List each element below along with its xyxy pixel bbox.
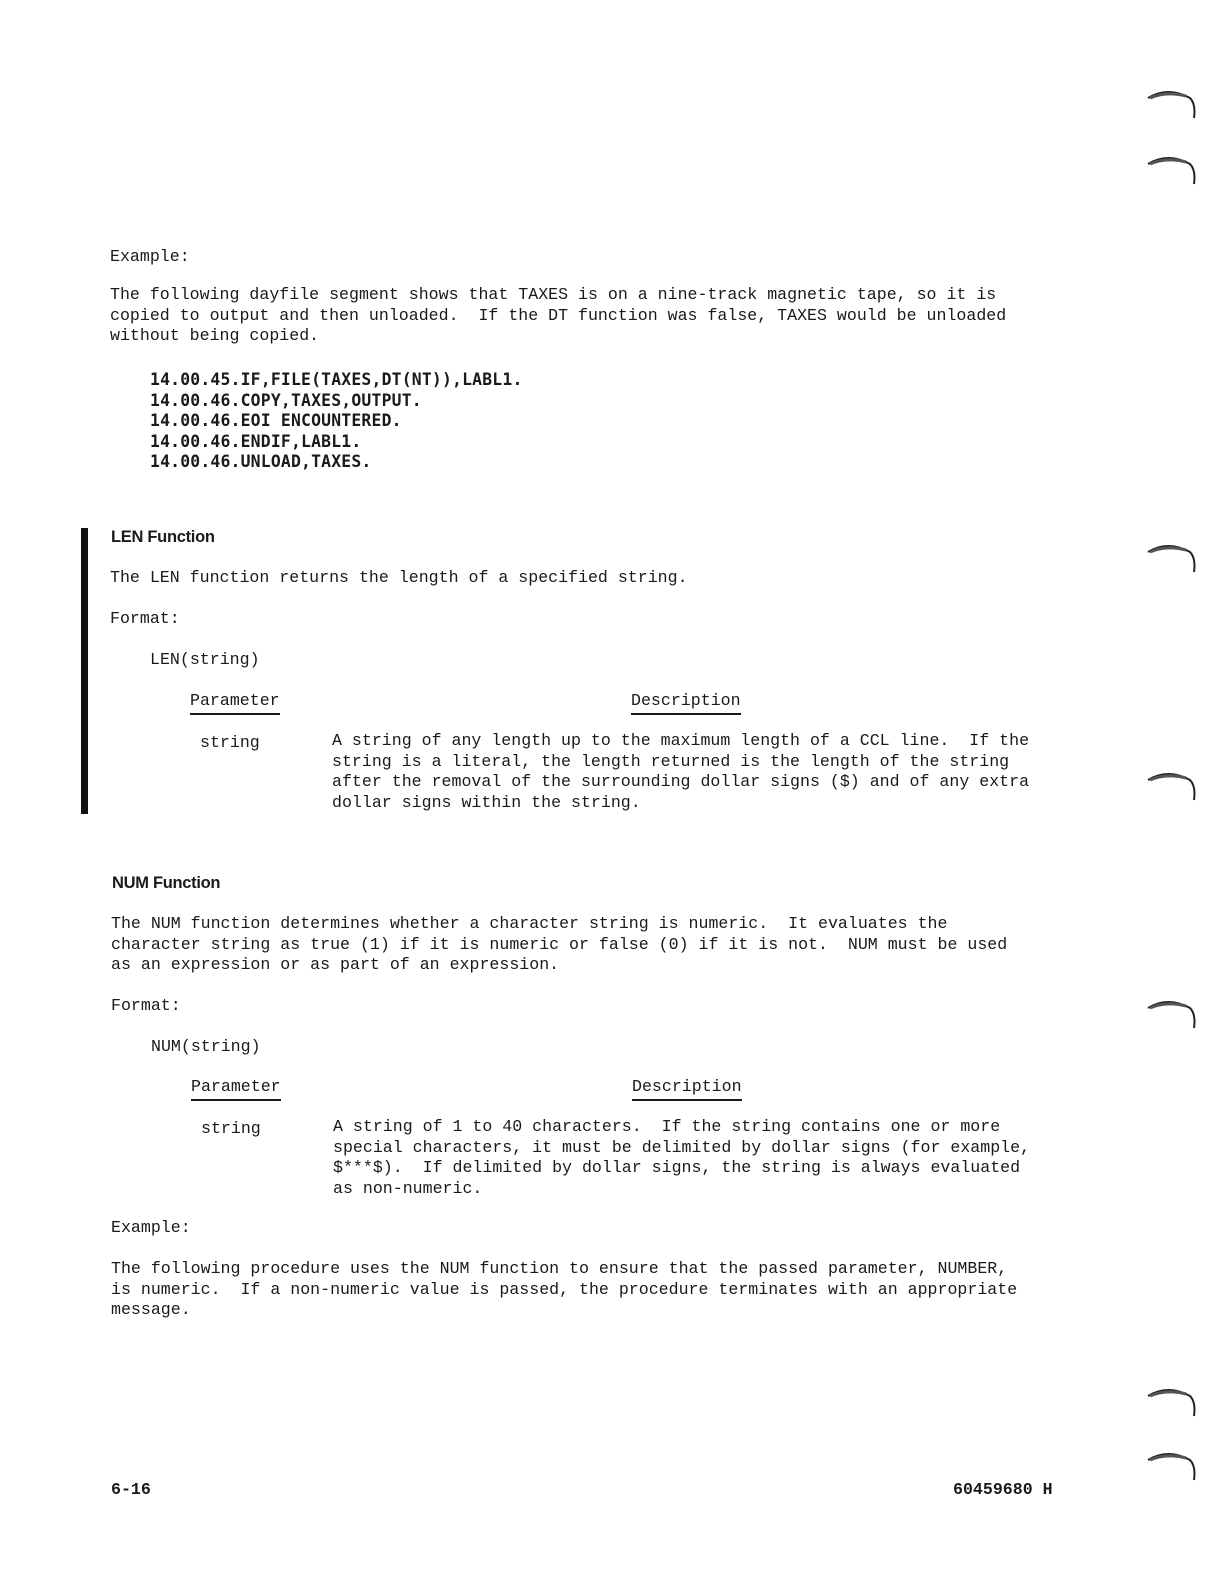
dayfile-line: 14.00.45.IF,FILE(TAXES,DT(NT)),LABL1. [150, 370, 523, 389]
description-column-header: Description [631, 691, 741, 715]
binder-hole-mark [1146, 86, 1198, 120]
description-line: as non-numeric. [333, 1178, 483, 1198]
binder-hole-mark [1146, 540, 1198, 574]
paragraph-line: is numeric. If a non-numeric value is passed, the procedure terminates with an appropriate [111, 1279, 1018, 1299]
num-param-description [333, 1117, 1030, 1199]
paragraph-line: message. [111, 1300, 191, 1320]
paragraph-line: The following dayfile segment shows that TAXES is on a nine-track magnetic tape, so it is [110, 285, 997, 304]
len-param-description [332, 731, 1029, 813]
dayfile-line: 14.00.46.COPY,TAXES,OUTPUT. [150, 390, 422, 410]
num-format: NUM(string) [151, 1037, 261, 1056]
document-number: 60459680 H [953, 1480, 1053, 1499]
len-intro: The LEN function returns the length of a specified string. [110, 568, 688, 587]
description-line: A string of 1 to 40 characters. If the string contains one or more [333, 1117, 1001, 1136]
len-param-header [190, 691, 280, 715]
dayfile-line: 14.00.46.ENDIF,LABL1. [150, 431, 362, 451]
intro-line: character string as true (1) if it is numeric or false (0) if it is not. NUM must be used [111, 934, 1008, 954]
num-param-header [191, 1077, 281, 1101]
dayfile-line: 14.00.46.EOI ENCOUNTERED. [150, 411, 402, 431]
dayfile-listing [150, 370, 523, 473]
len-desc-header [631, 691, 741, 715]
num-example-label: Example: [111, 1218, 191, 1237]
binder-hole-mark [1146, 996, 1198, 1030]
description-line: $***$). If delimited by dollar signs, the string is always evaluated [333, 1158, 1021, 1178]
page-number: 6-16 [111, 1480, 151, 1499]
description-line: after the removal of the surrounding dollar signs ($) and of any extra [332, 772, 1030, 792]
binder-hole-mark [1146, 768, 1198, 802]
description-line: dollar signs within the string. [332, 792, 641, 812]
paragraph-line: without being copied. [110, 326, 320, 346]
parameter-column-header: Parameter [191, 1077, 281, 1101]
intro-line: as an expression or as part of an expression. [111, 955, 560, 975]
binder-hole-mark [1146, 152, 1198, 186]
num-example-paragraph [111, 1259, 1017, 1321]
parameter-column-header: Parameter [190, 691, 280, 715]
len-param-name: string [200, 733, 260, 752]
num-format-label: Format: [111, 996, 181, 1015]
num-desc-header [632, 1077, 742, 1101]
example-label: Example: [110, 247, 190, 266]
num-param-name: string [201, 1119, 261, 1138]
description-column-header: Description [632, 1077, 742, 1101]
paragraph-line: The following procedure uses the NUM function to ensure that the passed parameter, NUMBER, [111, 1259, 1008, 1278]
binder-hole-mark [1146, 1448, 1198, 1482]
num-heading: NUM Function [112, 874, 221, 892]
len-heading: LEN Function [111, 528, 215, 546]
num-intro [111, 914, 1007, 976]
description-line: special characters, it must be delimited by dollar signs (for example, [333, 1137, 1031, 1157]
paragraph-line: copied to output and then unloaded. If the DT function was false, TAXES would be unloaded [110, 305, 1007, 325]
example-paragraph [110, 285, 1006, 347]
intro-line: The NUM function determines whether a character string is numeric. It evaluates the [111, 914, 948, 933]
len-format-label: Format: [110, 609, 180, 628]
description-line: A string of any length up to the maximum length of a CCL line. If the [332, 731, 1030, 750]
binder-hole-mark [1146, 1384, 1198, 1418]
len-format: LEN(string) [150, 650, 260, 669]
dayfile-line: 14.00.46.UNLOAD,TAXES. [150, 452, 372, 472]
change-bar [81, 528, 88, 814]
description-line: string is a literal, the length returned is the length of the string [332, 751, 1010, 771]
